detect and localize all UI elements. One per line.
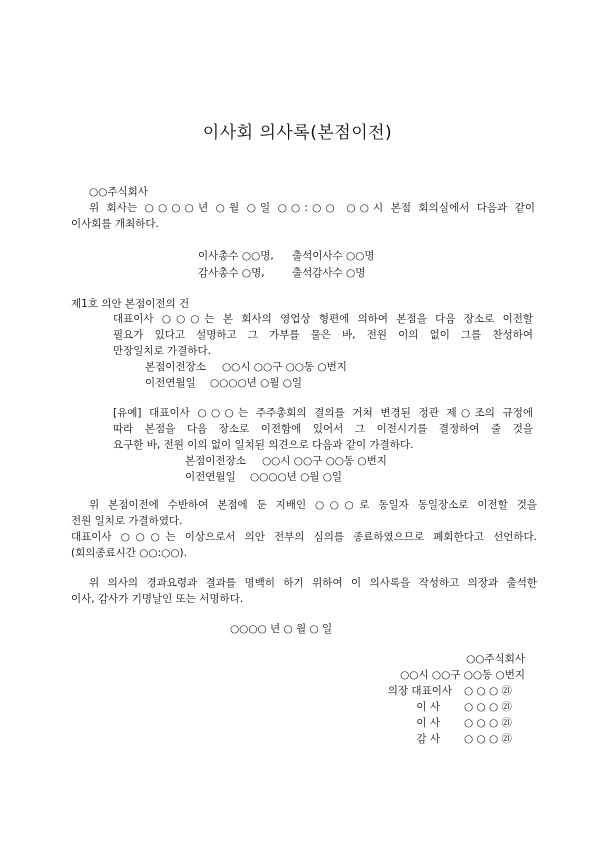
agenda-para-line-1: 대표이사 ○○○는 본 회사의 영업상 형편에 의하여 본점을 다음 장소로 이전할 bbox=[113, 313, 533, 325]
alt-para-line-2: 따라 본점을 다음 장소로 이전함에 있어서 그 이전시기를 결정하여 줄 것을 bbox=[113, 423, 533, 435]
intro-line-2: 이사회를 개최하다. bbox=[71, 218, 159, 230]
agenda-para-line-2: 필요가 있다고 설명하고 그 가부를 물은 바, 전원 이의 없이 그를 찬성하여 bbox=[113, 329, 533, 341]
auditors-total: 감사총수 ○명, bbox=[198, 267, 265, 279]
signer-name-director-2: ○ ○ ○ ㉑ bbox=[464, 717, 512, 729]
closing-para3-line-2: 이사, 감사가 기명날인 또는 서명하다. bbox=[71, 593, 244, 605]
document-title: 이사회 의사록(본점이전) bbox=[202, 123, 393, 143]
closing-para1-line-1: 위 본점이전에 수반하여 본점에 둔 지배인 ○○○로 동일자 동일장소로 이전할 것을 bbox=[89, 499, 537, 511]
signature-address: ○○시 ○○구 ○○동 ○번지 bbox=[400, 669, 525, 681]
location-value: ○○시 ○○구 ○○동 ○번지 bbox=[222, 361, 347, 373]
signer-name-director-1: ○ ○ ○ ㉑ bbox=[464, 701, 512, 713]
date-label: 이전연월일 bbox=[145, 377, 196, 389]
closing-para2-line-2: (회의종료시간 ○○:○○). bbox=[71, 547, 187, 559]
alt-date-label: 이전연월일 bbox=[185, 471, 236, 483]
alt-location-label: 본점이전장소 bbox=[185, 455, 246, 467]
agenda-heading: 제1호 의안 본점이전의 건 bbox=[71, 298, 190, 310]
signer-name-auditor: ○ ○ ○ ㉑ bbox=[464, 733, 512, 745]
auditors-present: 출석감사수 ○명 bbox=[292, 267, 366, 279]
location-label: 본점이전장소 bbox=[145, 361, 206, 373]
signature-company: ○○주식회사 bbox=[466, 653, 525, 665]
closing-para3-line-1: 위 의사의 경과요령과 결과를 명백히 하기 위하여 이 의사록을 작성하고 의장과 출석한 bbox=[89, 577, 537, 589]
alt-para-line-1: [유예] 대표이사 ○○○는 주주총회의 결의를 거쳐 변경된 정관 제○조의 규정에 bbox=[113, 407, 533, 419]
alt-para-line-3: 요구한 바, 전원 이의 없이 일치된 의견으로 다음과 같이 가결하다. bbox=[113, 439, 414, 451]
closing-para1-line-2: 전원 일치로 가결하였다. bbox=[71, 515, 183, 527]
company-name: ○○주식회사 bbox=[89, 186, 148, 198]
intro-line-1: 위 회사는 ○○○○년 ○월 ○일 ○○:○○ ○○시 본점 회의실에서 다음과 같이 bbox=[89, 202, 535, 214]
signer-role-auditor: 감 사 bbox=[416, 733, 440, 745]
signer-name-chairman: ○ ○ ○ ㉑ bbox=[464, 685, 512, 697]
alt-location-value: ○○시 ○○구 ○○동 ○번지 bbox=[262, 455, 387, 467]
directors-total: 이사총수 ○○명, bbox=[198, 250, 274, 262]
signer-role-director-2: 이 사 bbox=[416, 717, 440, 729]
alt-date-value: ○○○○년 ○월 ○일 bbox=[250, 471, 343, 483]
document-date: ○○○○ 년 ○ 월 ○ 일 bbox=[230, 623, 333, 635]
closing-para2-line-1: 대표이사 ○○○는 이상으로서 의안 전부의 심의를 종료하였으므로 폐회한다고 선언하다. bbox=[71, 531, 537, 543]
date-value: ○○○○년 ○월 ○일 bbox=[210, 377, 303, 389]
signer-role-chairman: 의장 대표이사 bbox=[387, 685, 452, 697]
directors-present: 출석이사수 ○○명 bbox=[292, 250, 375, 262]
agenda-para-line-3: 만장일치로 가결하다. bbox=[113, 345, 211, 357]
signer-role-director-1: 이 사 bbox=[416, 701, 440, 713]
